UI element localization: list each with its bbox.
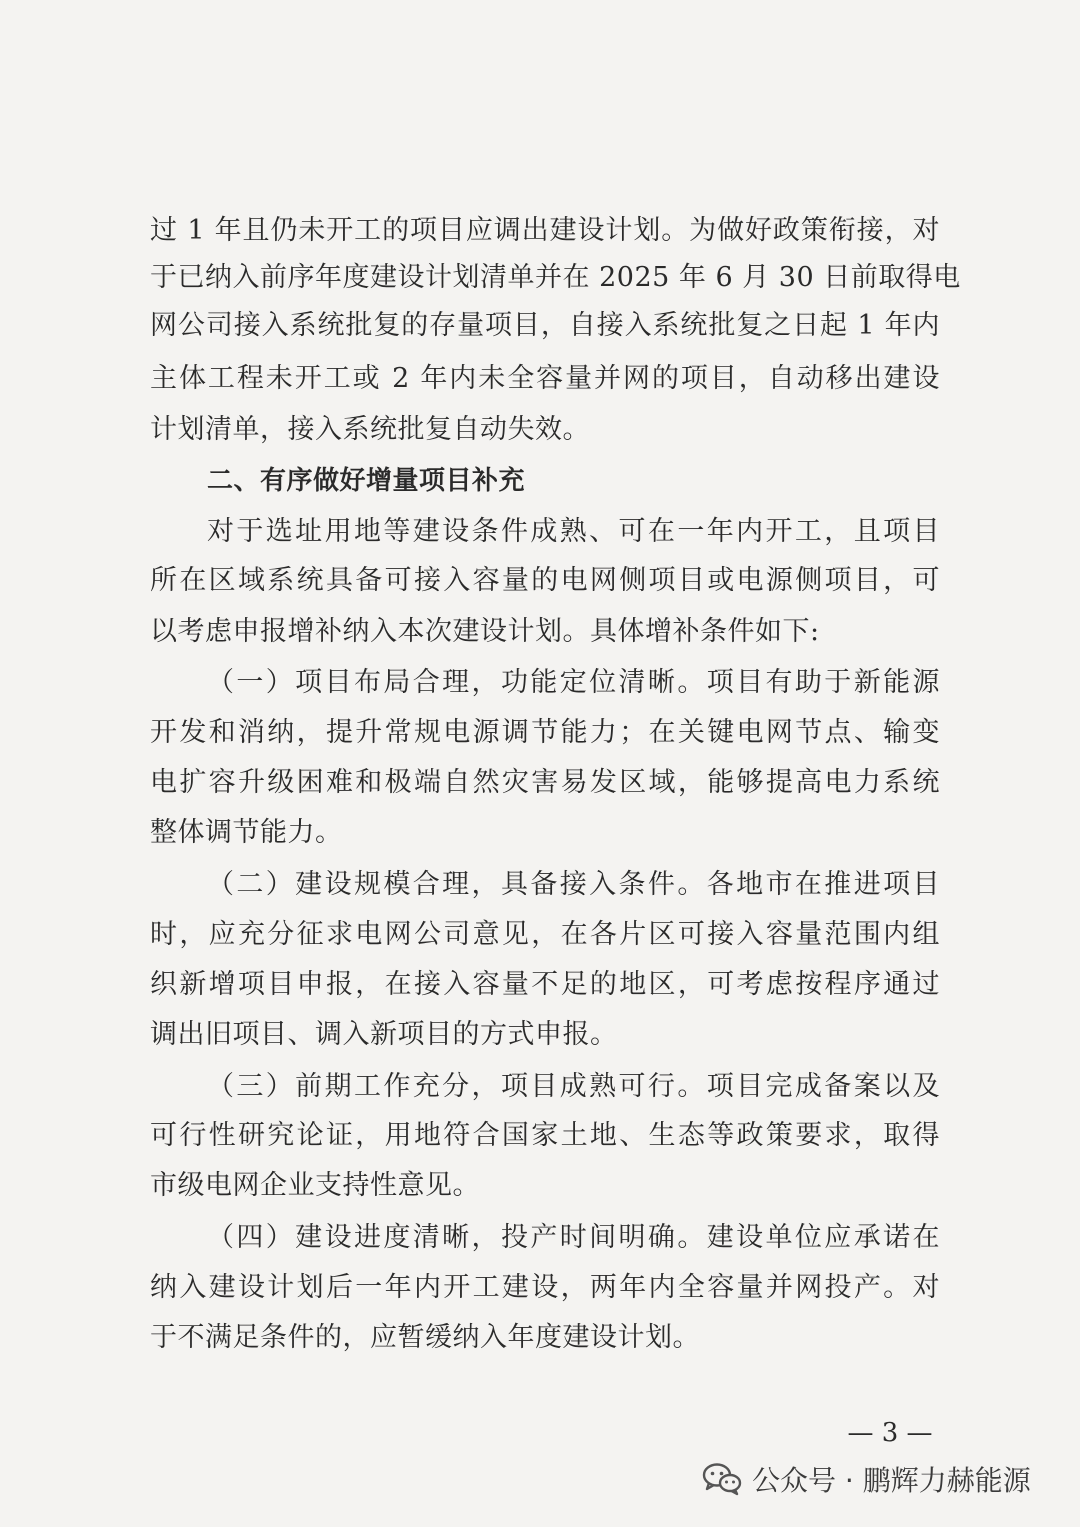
body-line: 纳入建设计划后一年内开工建设，两年内全容量并网投产。对 xyxy=(150,1272,940,1303)
watermark-text: 公众号 · 鹏辉力赫能源 xyxy=(752,1464,1031,1497)
watermark xyxy=(702,1454,1031,1504)
body-line: 市级电网企业支持性意见。 xyxy=(150,1170,480,1201)
body-line: 计划清单，接入系统批复自动失效。 xyxy=(150,414,590,445)
body-line: 过 1 年且仍未开工的项目应调出建设计划。为做好政策衔接，对 xyxy=(150,215,940,246)
body-line: 电扩容升级困难和极端自然灾害易发区域，能够提高电力系统 xyxy=(150,767,940,798)
body-line: 可行性研究论证，用地符合国家土地、生态等政策要求，取得 xyxy=(150,1120,940,1151)
wechat-icon xyxy=(702,1462,742,1496)
body-line: 所在区域系统具备可接入容量的电网侧项目或电源侧项目，可 xyxy=(150,565,940,596)
page-number: — 3 — xyxy=(847,1418,933,1448)
body-line: （四）建设进度清晰，投产时间明确。建设单位应承诺在 xyxy=(207,1222,940,1253)
body-line: 对于选址用地等建设条件成熟、可在一年内开工，且项目 xyxy=(207,516,940,547)
body-line: （二）建设规模合理，具备接入条件。各地市在推进项目 xyxy=(207,869,940,900)
body-line: 开发和消纳，提升常规电源调节能力；在关键电网节点、输变 xyxy=(150,717,940,748)
body-line: 以考虑申报增补纳入本次建设计划。具体增补条件如下: xyxy=(150,616,820,647)
body-line: （三）前期工作充分，项目成熟可行。项目完成备案以及 xyxy=(207,1071,940,1102)
body-line: 时，应充分征求电网公司意见，在各片区可接入容量范围内组 xyxy=(150,919,940,950)
body-line: 主体工程未开工或 2 年内未全容量并网的项目，自动移出建设 xyxy=(150,363,940,394)
body-line: 于不满足条件的，应暂缓纳入年度建设计划。 xyxy=(150,1322,700,1353)
body-line: 网公司接入系统批复的存量项目，自接入系统批复之日起 1 年内 xyxy=(150,310,940,341)
body-line: （一）项目布局合理，功能定位清晰。项目有助于新能源 xyxy=(207,667,940,698)
section-heading: 二、有序做好增量项目补充 xyxy=(207,466,526,496)
body-line: 调出旧项目、调入新项目的方式申报。 xyxy=(150,1019,618,1050)
body-line: 整体调节能力。 xyxy=(150,817,343,848)
body-line: 于已纳入前序年度建设计划清单并在 2025 年 6 月 30 日前取得电 xyxy=(150,262,961,293)
body-line: 织新增项目申报，在接入容量不足的地区，可考虑按程序通过 xyxy=(150,969,940,1000)
